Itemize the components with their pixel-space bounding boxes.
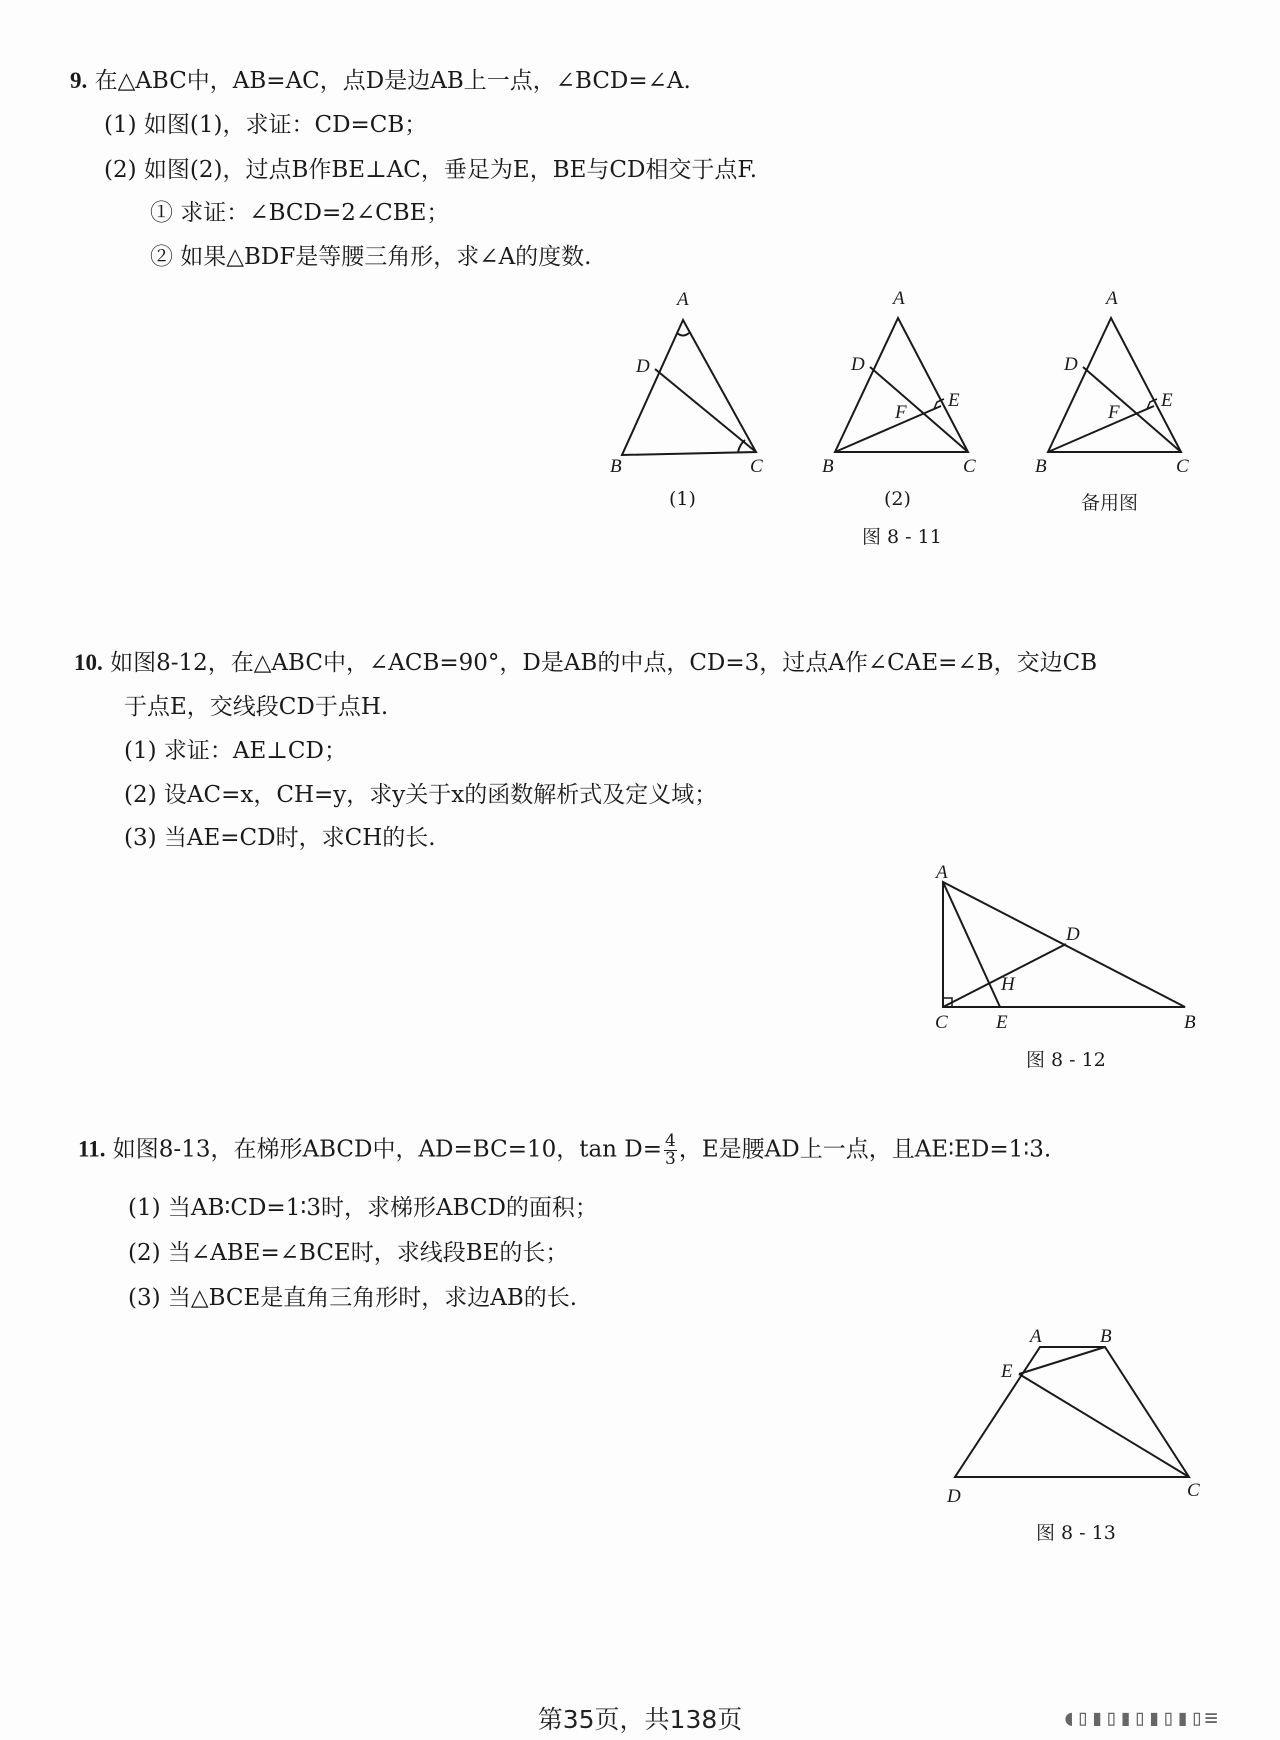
q9-stem-text: 在△ABC中，AB=AC，点D是边AB上一点，∠BCD=∠A.: [94, 68, 691, 94]
q9-fig1-label-b: B: [610, 456, 622, 477]
scan-marks-decoration: ◖▯▮▯▮▯▮▯▮▯≡: [1062, 1706, 1219, 1731]
q9-fig2-label-a: A: [893, 288, 905, 309]
q9-part1: (1) 如图(1)，求证：CD=CB；: [104, 112, 428, 138]
q9-figure-title: 图 8 - 11: [862, 526, 942, 548]
q11-label-e: E: [1001, 1361, 1013, 1382]
q9-fig3-label-b: B: [1035, 456, 1047, 477]
q9-fig2-caption: (2): [884, 488, 911, 510]
q10-label-d: D: [1066, 924, 1080, 945]
q10-figure-title: 图 8 - 12: [1026, 1049, 1106, 1071]
q11-stem-pre: 如图8-13，在梯形ABCD中，AD=BC=10，tan D=: [112, 1136, 663, 1163]
q9-part2: (2) 如图(2)，过点B作BE⊥AC，垂足为E，BE与CD相交于点F.: [104, 157, 758, 183]
q11-label-a: A: [1030, 1326, 1042, 1347]
q10-label-c: C: [935, 1012, 948, 1033]
q9-fig3-label-c: C: [1176, 456, 1189, 477]
q9-part2a: ① 求证：∠BCD=2∠CBE；: [150, 200, 450, 226]
q10-label-b: B: [1184, 1012, 1196, 1033]
q11-trapezoid-abcd: [955, 1347, 1189, 1477]
q10-label-e: E: [996, 1012, 1008, 1033]
q11-fraction-denominator: 3: [665, 1149, 676, 1169]
q11-label-d: D: [947, 1486, 961, 1507]
q9-fig2-label-b: B: [822, 456, 834, 477]
q11-number: 11.: [78, 1136, 106, 1162]
q9-fig1-label-d: D: [636, 356, 650, 377]
q11-part2: (2) 当∠ABE=∠BCE时，求线段BE的长；: [128, 1240, 569, 1266]
q11-part1: (1) 当AB∶CD=1∶3时，求梯形ABCD的面积；: [128, 1195, 598, 1221]
q11-label-c: C: [1187, 1480, 1200, 1501]
q11-label-b: B: [1100, 1326, 1112, 1347]
q11-part3: (3) 当△BCE是直角三角形时，求边AB的长.: [128, 1285, 578, 1311]
q11-stem-post: ，E是腰AD上一点，且AE∶ED=1∶3.: [678, 1136, 1052, 1163]
q9-fig1-label-a: A: [677, 289, 689, 310]
q9-number: 9.: [70, 68, 88, 93]
q9-part2b: ② 如果△BDF是等腰三角形，求∠A的度数.: [150, 244, 592, 270]
q10-stem-line2: 于点E，交线段CD于点H.: [124, 694, 389, 720]
q10-stem-text1: 如图8-12，在△ABC中，∠ACB=90°，D是AB的中点，CD=3，过点A作∠CAE=∠B，交边CB: [110, 650, 1098, 676]
q9-fig2-label-d: D: [851, 354, 865, 375]
q9-fig3-label-d: D: [1064, 354, 1078, 375]
q9-fig3-label-a: A: [1106, 288, 1118, 309]
q9-fig2-label-f: F: [895, 402, 907, 423]
q9-fig2-label-e: E: [948, 390, 960, 411]
q11-segment-ce: [1019, 1374, 1189, 1477]
q10-part1: (1) 求证：AE⊥CD；: [124, 738, 347, 764]
q9-fig3-caption: 备用图: [1081, 492, 1139, 514]
q10-label-h: H: [1001, 974, 1015, 995]
q9-fig1-label-c: C: [750, 456, 763, 477]
q10-label-a: A: [936, 862, 948, 883]
q10-part3: (3) 当AE=CD时，求CH的长.: [124, 825, 436, 851]
q9-fig1-caption: (1): [669, 488, 696, 510]
q9-fig2-label-c: C: [963, 456, 976, 477]
q10-part2: (2) 设AC=x，CH=y，求y关于x的函数解析式及定义域；: [124, 782, 718, 808]
q9-fig3-label-f: F: [1108, 402, 1120, 423]
q9-fig3-label-e: E: [1161, 390, 1173, 411]
q11-fraction-numerator: 4: [665, 1131, 676, 1151]
page-footer: 第35页，共138页: [537, 1705, 743, 1734]
q11-figure-title: 图 8 - 13: [1036, 1522, 1116, 1544]
q10-number: 10.: [74, 650, 103, 675]
